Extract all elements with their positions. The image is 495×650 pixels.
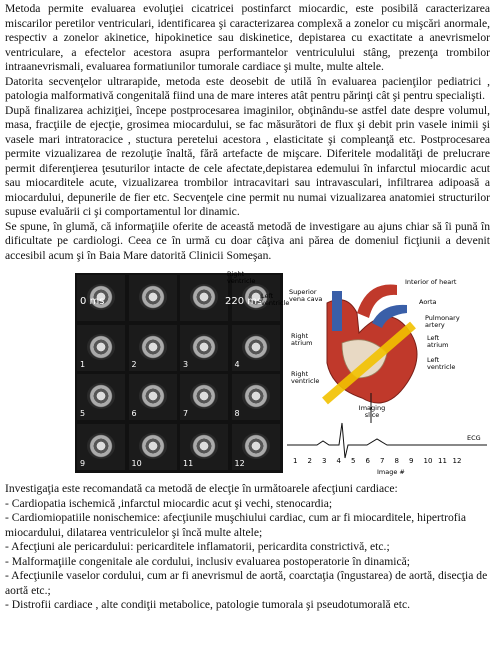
mri-frame [180,374,228,420]
paragraph-3: După finalizarea achiziţiei, începe postprocesarea imaginilor, obţinându-se astfel date despre volumul, masa, fracţiile de ejecţie, grosimea miocardului, se fac măsurători de flux şi debit prin vasele inimii şi vasele mari intratoracice , stuctura peretelui acestora , elasticitate şi compleanţă etc. Postprocesarea permite vizualizarea de rezoluţie înaltă, fără artefacte de mişcare. Diferitele modalităţi de prelucrare permit diferenţierea ţesuturilor intacte de cele afectate,depistarea edemului în infarctul miocardic acut sau miocarditele acute, vizualizarea trombilor intracavitari sau intravasculari, infiltrarea adipoasă a miocardului, depunerile de fier etc. Secvenţele cine permit nu numai vizualizarea anatomiei structurilor supuse evaluării ci şi comportamentul lor dinamic. [5,103,490,218]
mri-frame [129,325,177,371]
ecg-tick-label: 7 [380,457,385,465]
label-pulmonary-artery: Pulmonary artery [425,314,460,329]
list-item: - Cardiopatia ischemică ,infarctul miocardic acut şi vechi, stenocardia; [5,496,333,510]
ecg-tick-label: 6 [365,457,370,465]
label-ecg: ECG [467,434,481,442]
list-item: - Afecţiuni ale pericardului: pericarditele inflamatorii, pericardita constrictivă, etc.; [5,540,390,553]
list-item: - Distrofii cardiace , alte condiţii metabolice, patologie tumorala şi pseudotumorală etc. [5,598,410,611]
label-aorta: Aorta [419,298,437,306]
mri-frame [129,374,177,420]
mri-frame [129,275,177,321]
label-image-axis: Image # [377,468,405,476]
label-svc: Superior vena cava [289,288,323,303]
mri-frame-number: 10 [131,458,142,468]
mri-frame-number: 6 [131,409,137,418]
ecg-tick-label: 5 [351,457,356,465]
list-item: - Cardiomiopatiile nonischemice: afecţiunile muşchiului cardiac, cum ar fi miocarditele, hipertrofia miocardului, dilatarea ventriculelor şi încă multe altele; [5,511,466,539]
mri-frame [180,325,228,371]
label-imaging-slice: Imaging slice [358,404,386,419]
mri-label-right-ventricle: Right ventricle [227,270,256,285]
mri-frame [77,374,125,420]
mri-frame [77,325,125,371]
mri-frame-number: 12 [234,458,245,468]
ecg-tick-label: 10 [423,457,433,465]
mri-frame [232,325,280,371]
ecg-tick-label: 4 [336,457,341,465]
mri-frame [180,275,228,321]
figure [5,267,490,479]
indications-list [5,482,490,613]
paragraph-4: Se spune, în glumă, că informaţiile oferite de această metodă de investigare au ajuns chiar să îi pună în dificultate pe cardiologi. Ceea ce în urmă cu doar câţiva ani părea de domeniul ficţiunii a devenit accesibil acum şi în Baia Mare datorită Clinicii Someşan. [5,219,490,262]
ecg-tick-label: 11 [438,457,447,465]
ecg-tick-label: 8 [394,457,399,465]
ecg-tick-label: 9 [409,457,414,465]
mri-frame-number: 1 [80,359,86,369]
ecg-tick-label: 2 [307,457,312,465]
label-interior: Interior of heart [405,278,457,286]
list-intro: Investigaţia este recomandată ca metodă de elecţie în următoarele afecţiuni cardiace: [5,482,398,495]
label-left-ventricle: Left ventricle [427,356,456,371]
mri-frame-number: 2 [131,359,137,369]
document-page [5,2,490,613]
mri-frame-number: 9 [80,458,86,468]
ecg-tick-label: 3 [322,457,327,465]
mri-frame-number: 7 [183,409,189,418]
mri-time-start: 0 ms [80,296,105,307]
list-item: - Malformaţiile congenitale ale cordului, inclusiv evaluarea postoperatorie în dinamică; [5,554,410,568]
mri-frame-number: 11 [183,458,194,468]
heart-diagram [287,273,487,478]
label-right-atrium: Right atrium [291,332,313,347]
mri-frame [232,424,280,470]
label-right-ventricle: Right ventricle [291,370,320,385]
list-item: - Afecţiunile vaselor cordului, cum ar fi anevrismul de aortă, coarctaţia (îngustarea) de aortă, disecţia de aortă etc.; [5,569,488,597]
ecg-tick-label: 12 [452,457,462,465]
paragraph-1: Metoda permite evaluarea evoluţiei cicatricei postinfarct miocardic, este posibilă caracterizarea miscarilor peretilor ventriculari, identificarea şi caracterizarea complexă a zonelor cu mişcări anormale, respectiv a zonelor akinetice, hipokinetice sau diskinetice, depistarea cu exactitate a anevrismelor ventriculare, a efectelor acestora asupra performantelor ventriculului stâng, prezenţa trombilor intraanevrismali, evaluarea formatiunilor tumorale cardiace şi multe, multe altele. [5,2,490,73]
mri-frame [77,424,125,470]
mri-cine-grid [75,270,283,473]
mri-frame-number: 4 [234,359,240,369]
mri-frame [180,424,228,470]
mri-frame [232,374,280,420]
label-left-atrium: Left atrium [427,334,449,349]
mri-frame-number: 8 [234,409,240,418]
mri-frame [129,424,177,470]
mri-label-left-ventricle: Left ventricle [261,292,290,307]
mri-frame-number: 3 [183,359,189,369]
mri-frame-number: 5 [80,409,86,418]
mri-time-end: 220 ms [225,296,263,307]
paragraph-2: Datorita secvenţelor ultrarapide, metoda este deosebit de utilă în evaluarea pacienţilor pediatrici , patologia malformativă congenitală fiind una de mare interes atât pentru părinţi cât şi pentru specialişti. [5,74,490,102]
ecg-tick-label: 1 [293,457,298,465]
